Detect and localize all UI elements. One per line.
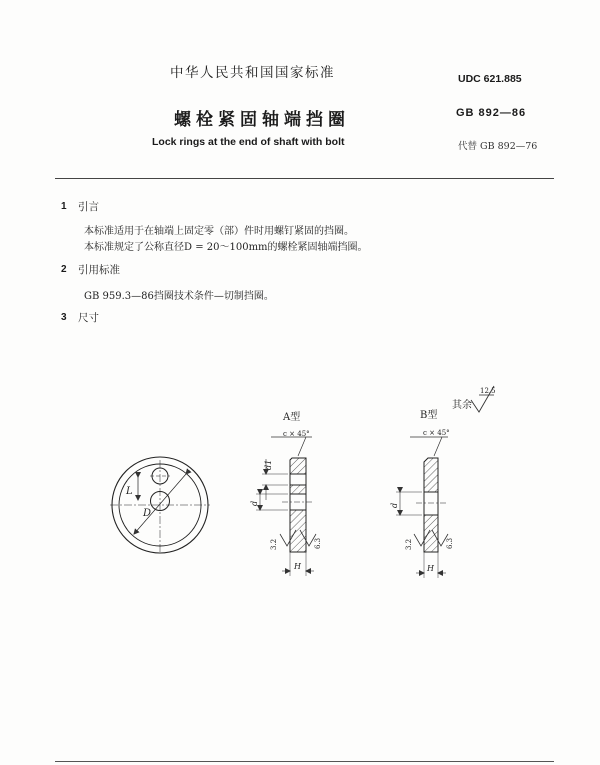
footer-divider [55, 761, 554, 762]
standard-name: 中华人民共和国国家标准 [170, 65, 335, 81]
dim-L-label: L [126, 486, 133, 497]
type-a-roughness-32: 3.2 [270, 538, 278, 550]
section-2-paragraph-1: GB 959.3—86挡圈技术条件—切制挡圈。 [84, 291, 274, 302]
roughness-remaining-symbol [452, 386, 496, 412]
replaces-note: 代替 GB 892—76 [458, 141, 538, 152]
type-b-label: B型 [420, 410, 438, 421]
front-view [110, 457, 210, 553]
document-title-en: Lock rings at the end of shaft with bolt [152, 136, 345, 148]
gb-code: GB 892—86 [456, 107, 527, 119]
section-3-number: 3 [61, 312, 67, 323]
type-a-dim-d1: d1 [264, 459, 273, 470]
type-b-roughness-32: 3.2 [405, 538, 413, 550]
type-b-roughness-63: 6.3 [446, 537, 454, 549]
type-b-chamfer: c × 45° [423, 429, 450, 437]
type-b-dim-H: H [427, 564, 434, 573]
type-b-dim-d: d [390, 502, 399, 508]
section-2-number: 2 [61, 264, 67, 275]
type-a-label: A型 [283, 412, 301, 423]
section-1-paragraph-2: 本标准规定了公称直径D = 20～100mm的螺栓紧固轴端挡圈。 [84, 242, 368, 253]
type-a-roughness-63: 6.3 [314, 537, 322, 549]
section-1-number: 1 [61, 201, 67, 212]
document-title-cn: 螺栓紧固轴端挡圈 [174, 110, 350, 130]
type-a-dim-H: H [294, 562, 301, 571]
type-b-section [396, 429, 450, 578]
roughness-remaining-value: 12.5 [480, 387, 496, 395]
section-2-title: 引用标准 [78, 264, 120, 276]
roughness-remaining-label: 其余 [452, 400, 472, 411]
udc-code: UDC 621.885 [458, 73, 522, 85]
section-3-title: 尺寸 [78, 312, 99, 324]
type-a-section [256, 430, 316, 576]
section-1-title: 引言 [78, 201, 99, 213]
section-1-paragraph-1: 本标准适用于在轴端上固定零（部）件时用螺钉紧固的挡圈。 [84, 226, 354, 237]
dim-D-label: D [143, 508, 152, 519]
type-a-chamfer: c × 45° [283, 430, 310, 438]
type-a-dim-d: d [250, 500, 259, 506]
